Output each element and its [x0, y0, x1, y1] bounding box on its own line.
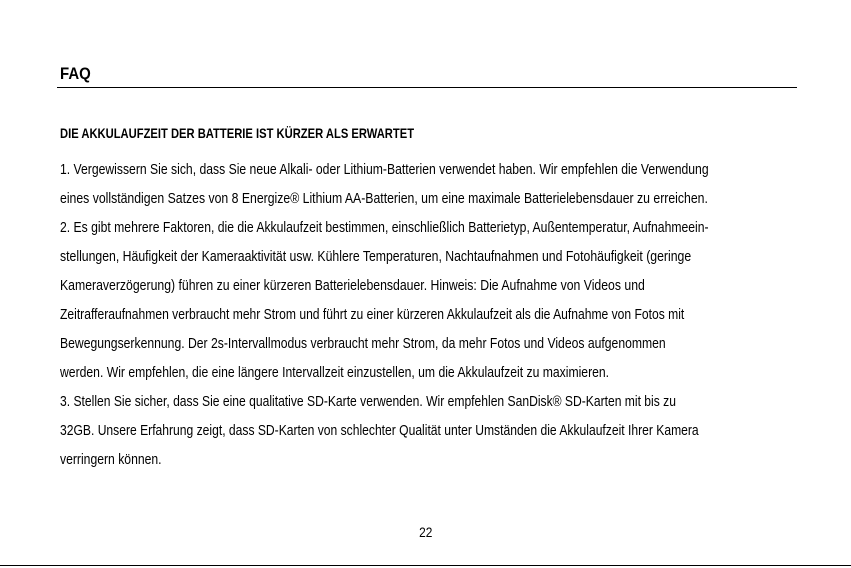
body-line: Bewegungserkennung. Der 2s-Intervallmodus verbraucht mehr Strom, da mehr Fotos und Videos aufgenommen	[60, 336, 666, 352]
section-heading: DIE AKKULAUFZEIT DER BATTERIE IST KÜRZER ALS ERWARTET	[60, 125, 415, 141]
body-line: verringern können.	[60, 452, 162, 468]
page-bottom-divider	[0, 565, 851, 566]
page-number-label: 22	[418, 524, 433, 540]
body-line: eines vollständigen Satzes von 8 Energize® Lithium AA-Batterien, um eine maximale Batterielebensdauer zu erreichen.	[60, 191, 708, 207]
body-line: werden. Wir empfehlen, die eine längere Intervallzeit einzustellen, um die Akkulaufzeit zu maximieren.	[60, 365, 610, 381]
title-divider	[57, 87, 797, 88]
page-number	[0, 524, 851, 540]
body-line: 3. Stellen Sie sicher, dass Sie eine qualitative SD-Karte verwenden. Wir empfehlen SanDisk® SD-Karten mit bis zu	[60, 394, 676, 410]
body-line: Kameraverzögerung) führen zu einer kürzeren Batterielebensdauer. Hinweis: Die Aufnahme von Videos und	[60, 278, 645, 294]
body-line: 2. Es gibt mehrere Faktoren, die die Akkulaufzeit bestimmen, einschließlich Batterietyp, Außentemperatur, Aufnahmeein-	[60, 220, 709, 236]
page-title: FAQ	[60, 64, 91, 83]
body-line: stellungen, Häufigkeit der Kameraaktivität usw. Kühlere Temperaturen, Nachtaufnahmen und Fotohäufigkeit (geringe	[60, 249, 692, 265]
body-line: 32GB. Unsere Erfahrung zeigt, dass SD-Karten von schlechter Qualität unter Umständen die Akkulaufzeit Ihrer Kamera	[60, 423, 699, 439]
body-line: 1. Vergewissern Sie sich, dass Sie neue Alkali- oder Lithium-Batterien verwendet haben. Wir empfehlen die Verwendung	[60, 162, 709, 178]
body-line: Zeitrafferaufnahmen verbraucht mehr Strom und führt zu einer kürzeren Akkulaufzeit als die Aufnahme von Fotos mit	[60, 307, 685, 323]
